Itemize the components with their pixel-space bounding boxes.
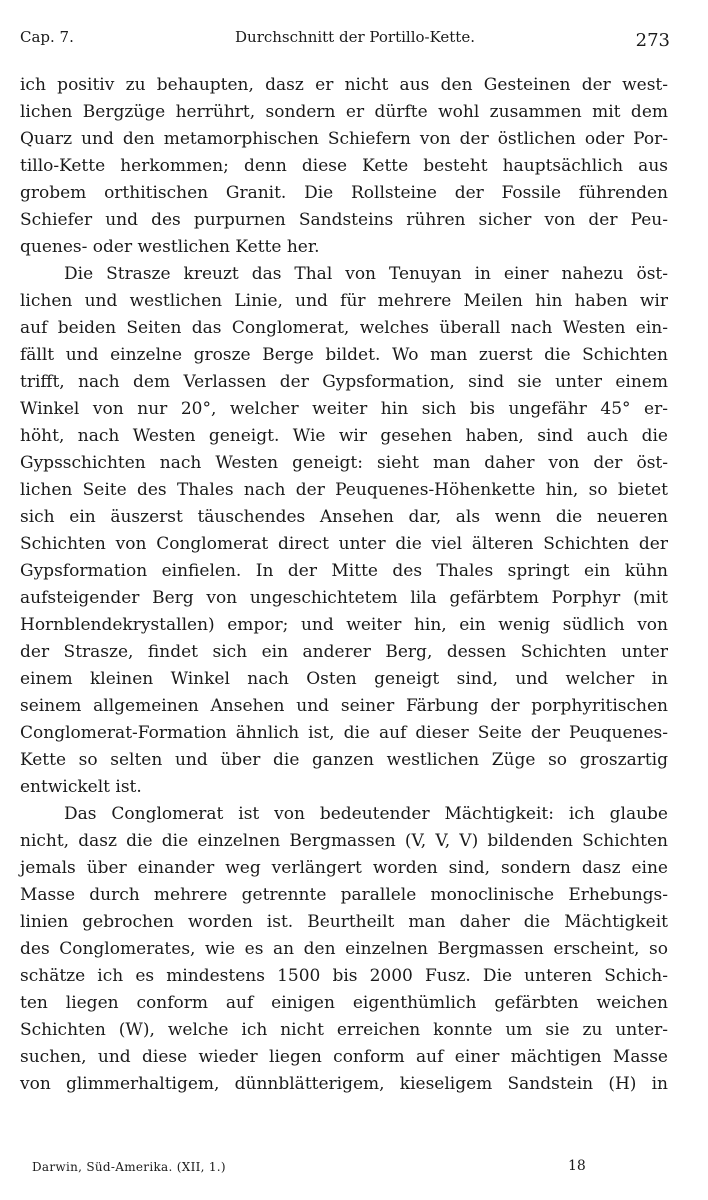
text-line: Masse durch mehrere getrennte parallele monoclinische Erhebungs- (20, 885, 668, 905)
text-line: aufsteigender Berg von ungeschichtetem lila gefärbtem Porphyr (mit (20, 588, 668, 608)
text-line: nicht, dasz die die einzelnen Bergmassen (V, V, V) bildenden Schichten (20, 831, 668, 851)
printer-signature: Darwin, Süd-Amerika. (XII, 1.) (32, 1160, 226, 1174)
text-line: Die Strasze kreuzt das Thal von Tenuyan in einer nahezu öst- (64, 264, 668, 284)
text-line: Schichten (W), welche ich nicht erreichen konnte um sie zu unter- (20, 1020, 668, 1040)
text-line: Schichten von Conglomerat direct unter die viel älteren Schichten der (20, 534, 668, 554)
running-title: Durchschnitt der Portillo-Kette. (235, 28, 475, 46)
text-line: tillo-Kette herkommen; denn diese Kette besteht hauptsächlich aus (20, 156, 668, 176)
text-line: fällt und einzelne grosze Berge bildet. Wo man zuerst die Schichten (20, 345, 668, 365)
text-line: quenes- oder westlichen Kette her. (20, 237, 320, 257)
text-line: lichen Bergzüge herrührt, sondern er dürfte wohl zusammen mit dem (20, 102, 668, 122)
text-line: trifft, nach dem Verlassen der Gypsformation, sind sie unter einem (20, 372, 668, 392)
text-line: der Strasze, findet sich ein anderer Berg, dessen Schichten unter (20, 642, 668, 662)
page-footer (32, 1158, 592, 1180)
text-line: ten liegen conform auf einigen eigenthümlich gefärbten weichen (20, 993, 668, 1013)
text-line: lichen Seite des Thales nach der Peuquenes-Höhenkette hin, so bietet (20, 480, 668, 500)
text-line: von glimmerhaltigem, dünnblätterigem, kieseligem Sandstein (H) in (20, 1074, 668, 1094)
text-line: seinem allgemeinen Ansehen und seiner Färbung der porphyritischen (20, 696, 668, 716)
text-line: ich positiv zu behaupten, dasz er nicht aus den Gesteinen der west- (20, 75, 668, 95)
text-line: des Conglomerates, wie es an den einzelnen Bergmassen erscheint, so (20, 939, 668, 959)
text-line: Quarz und den metamorphischen Schiefern von der östlichen oder Por- (20, 129, 668, 149)
text-line: Schiefer und des purpurnen Sandsteins rühren sicher von der Peu- (20, 210, 668, 230)
text-line: schätze ich es mindestens 1500 bis 2000 Fusz. Die unteren Schich- (20, 966, 668, 986)
text-line: auf beiden Seiten das Conglomerat, welches überall nach Westen ein- (20, 318, 668, 338)
text-line: lichen und westlichen Linie, und für mehrere Meilen hin haben wir (20, 291, 668, 311)
text-line: Gypsschichten nach Westen geneigt: sieht man daher von der öst- (20, 453, 668, 473)
text-line: Das Conglomerat ist von bedeutender Mächtigkeit: ich glaube (64, 804, 668, 824)
text-line: suchen, und diese wieder liegen conform auf einer mächtigen Masse (20, 1047, 668, 1067)
text-line: sich ein äuszerst täuschendes Ansehen dar, als wenn die neueren (20, 507, 668, 527)
text-line: höht, nach Westen geneigt. Wie wir gesehen haben, sind auch die (20, 426, 668, 446)
text-line: Hornblendekrystallen) empor; und weiter hin, ein wenig südlich von (20, 615, 668, 635)
text-line: linien gebrochen worden ist. Beurtheilt man daher die Mächtigkeit (20, 912, 668, 932)
text-line: grobem orthitischen Granit. Die Rollsteine der Fossile führenden (20, 183, 668, 203)
text-line: jemals über einander weg verlängert worden sind, sondern dasz eine (20, 858, 668, 878)
text-line: entwickelt ist. (20, 777, 142, 797)
chapter-label: Cap. 7. (20, 28, 74, 46)
page-number: 273 (635, 30, 670, 51)
page-header (20, 28, 670, 54)
text-line: Kette so selten und über die ganzen westlichen Züge so groszartig (20, 750, 668, 770)
text-line: Winkel von nur 20°, welcher weiter hin sich bis ungefähr 45° er- (20, 399, 668, 419)
text-line: Conglomerat-Formation ähnlich ist, die auf dieser Seite der Peuquenes- (20, 723, 668, 743)
text-line: einem kleinen Winkel nach Osten geneigt sind, und welcher in (20, 669, 668, 689)
body-text (20, 72, 668, 1098)
text-line: Gypsformation einfielen. In der Mitte des Thales springt ein kühn (20, 561, 668, 581)
sheet-number: 18 (568, 1158, 586, 1174)
